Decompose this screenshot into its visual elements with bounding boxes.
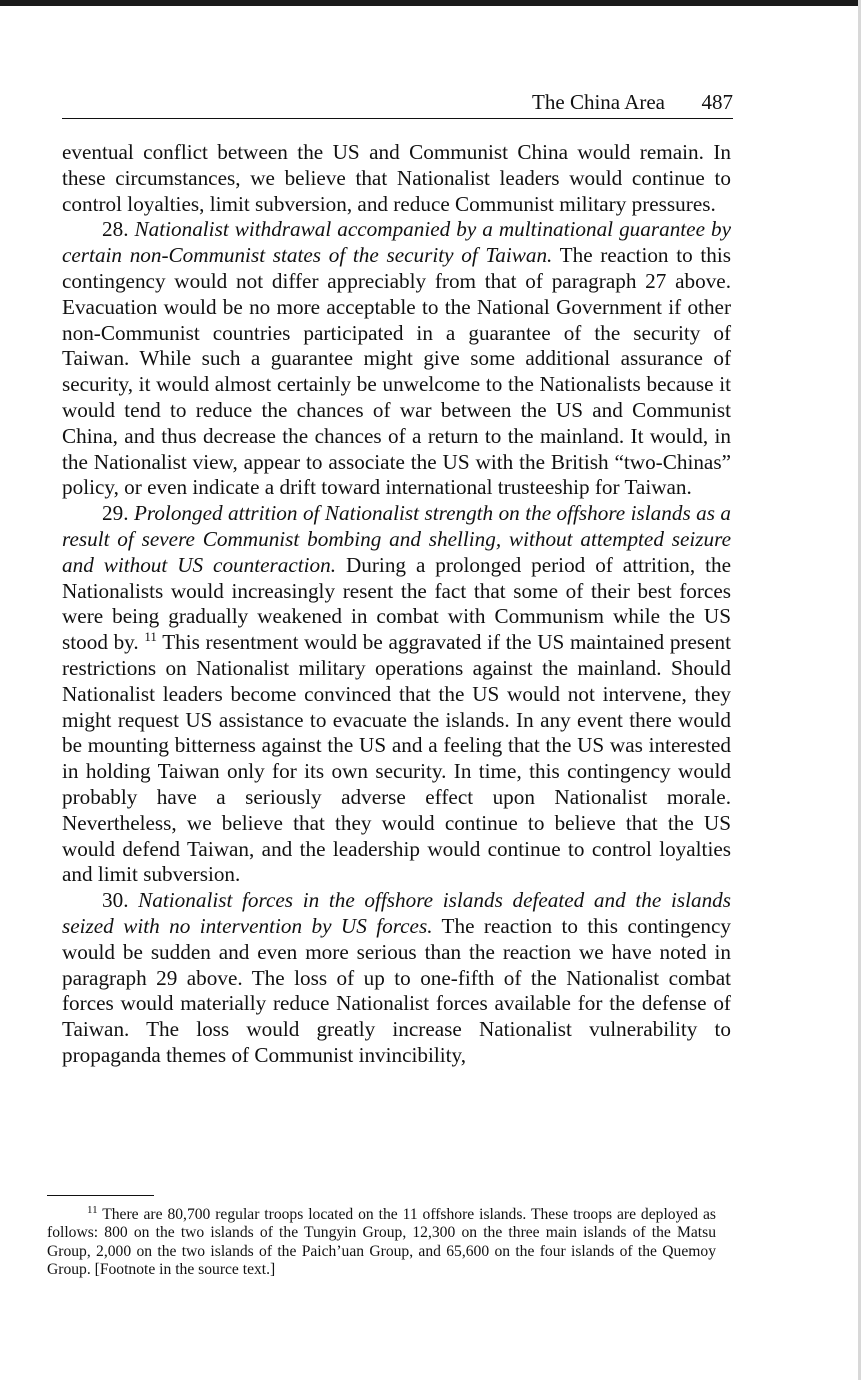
paragraph-number: 30.: [102, 888, 129, 913]
footnote-mark: 11: [87, 1203, 98, 1216]
paragraph-text: The reaction to this contingency would be sudden and even more serious than the reaction we have noted in paragraph 29 above. The loss of up to one-fifth of the Nationalist combat forces would materially reduce Nationalist forces available for the defense of Taiwan. The loss would greatly increase Nationalist vulnerability to propaganda themes of Communist invincibility,: [62, 913, 731, 1067]
paragraph-text-continued: This resentment would be aggravated if the US maintained present restrictions on Nationalist military operations against the mainland. Should Nationalist leaders become convinced that the US would not intervene, they might request US assistance to evacuate the islands. In any event there would be mounting bitterness against the US and a feeling that the US was interested in holding Taiwan only for its own security. In time, this contingency would probably have a seriously adverse effect upon Nationalist morale. Nevertheless, we believe that they would continue to believe that the US would defend Taiwan, and the leadership would continue to control loyalties and limit subversion.: [62, 630, 731, 887]
paragraph-continuation: [62, 140, 731, 217]
paragraph-29: [62, 501, 731, 888]
paragraph-text: During a prolonged period of attrition, the Nationalists would increasingly resent the fact that some of their best forces were being gradually weakened in combat with Communism while the US stood by.: [62, 552, 731, 655]
footnote-divider: [47, 1195, 154, 1196]
paragraph-heading: Prolonged attrition of Nationalist strength on the offshore islands as a result of severe Communist bombing and shelling, without attempted seizure and without US counteraction.: [62, 501, 732, 577]
scan-top-edge: [0, 0, 861, 6]
footnote-reference: 11: [144, 629, 157, 645]
page-header: [62, 88, 733, 119]
paragraph-28: [62, 217, 731, 501]
paragraph-number: 28.: [102, 217, 129, 242]
paragraph-text: eventual conflict between the US and Communist China would remain. In these circumstances, we believe that Nationalist leaders would continue to control loyalties, limit subversion, and reduce Communist military pressures.: [62, 140, 731, 216]
paragraph-heading: Nationalist withdrawal accompanied by a multinational guarantee by certain non-Communist states of the security of Taiwan.: [62, 217, 732, 268]
footnote-text: There are 80,700 regular troops located on the 11 offshore islands. These troops are deployed as follows: 800 on the two islands of the Tungyin Group, 12,300 on the three main islands of the Matsu Group, 2,000 on the two islands of the Paich’uan Group, and 65,600 on the four islands of the Quemoy Group. [Footnote in the source text.]: [47, 1206, 716, 1279]
page-number: 487: [701, 90, 733, 114]
page-body: [62, 140, 731, 1069]
paragraph-30: [62, 888, 731, 1069]
paragraph-number: 29.: [102, 501, 129, 526]
running-title: The China Area: [532, 90, 665, 114]
footnote: [47, 1203, 716, 1280]
paragraph-text: The reaction to this contingency would not differ appreciably from that of paragraph 27 above. Evacuation would be no more acceptable to the National Government if other non-Communist countries participated in a guarantee of the security of Taiwan. While such a guarantee might give some additional assurance of security, it would almost certainly be unwelcome to the Nationalists because it would tend to reduce the chances of war between the US and Communist China, and thus decrease the chances of a return to the mainland. It would, in the Nationalist view, appear to associate the US with the British “two-Chinas” policy, or even indicate a drift toward international trusteeship for Taiwan.: [62, 243, 731, 500]
paragraph-heading: Nationalist forces in the offshore islands defeated and the islands seized with no intervention by US forces.: [62, 888, 732, 938]
